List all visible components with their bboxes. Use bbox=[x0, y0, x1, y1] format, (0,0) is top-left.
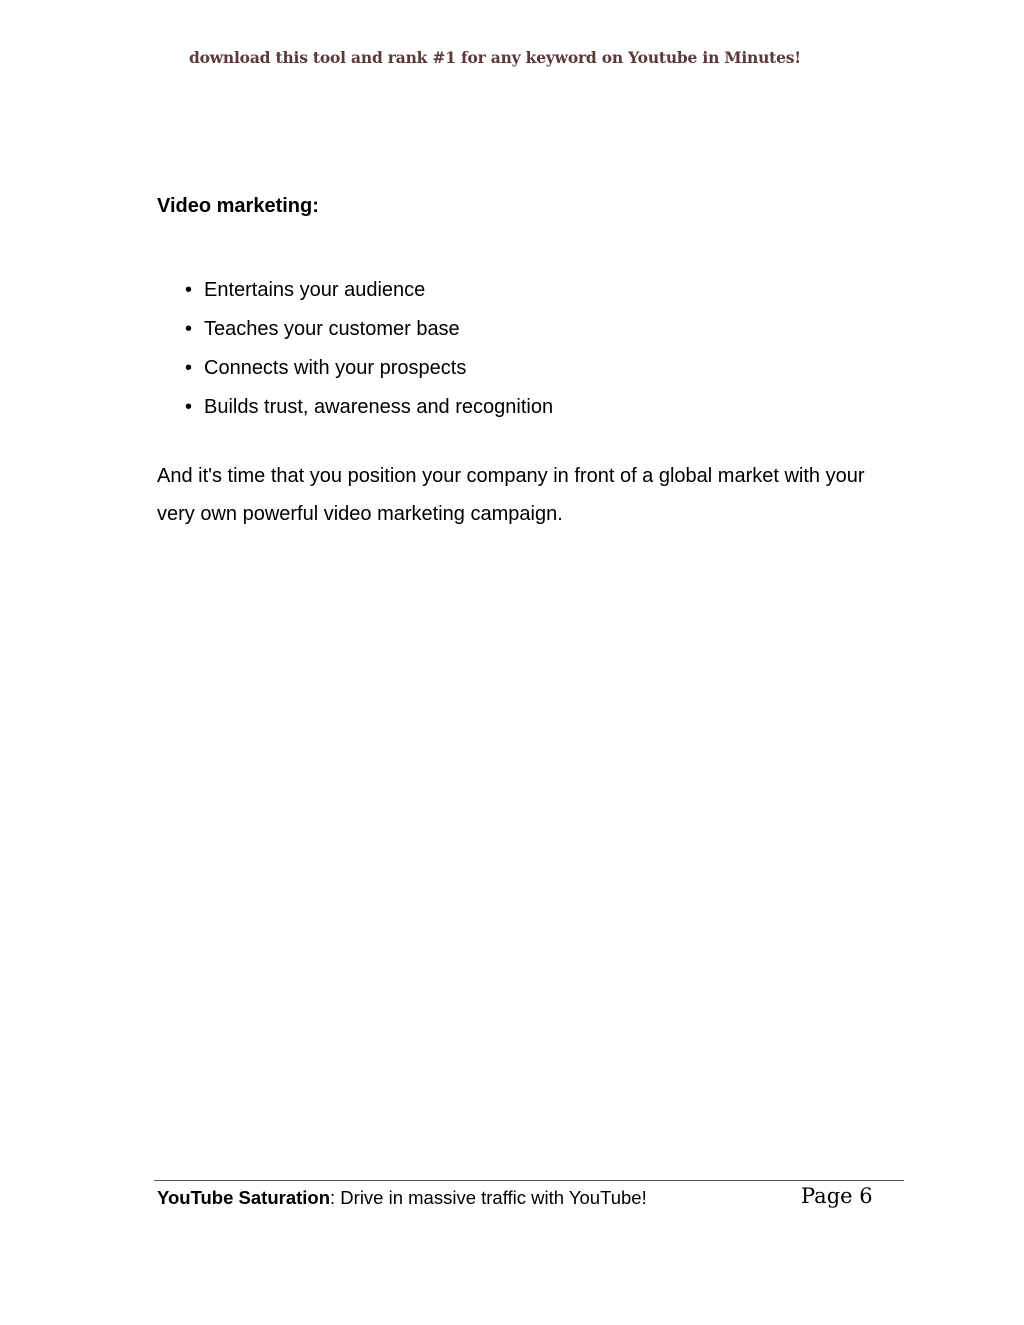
footer-brand: YouTube Saturation bbox=[157, 1187, 331, 1208]
list-item bbox=[185, 271, 553, 310]
list-item-text: Teaches your customer base bbox=[204, 318, 460, 340]
body-paragraph: And it's time that you position your company in front of a global market with your very own powerful video marketing campaign. bbox=[157, 465, 865, 525]
bullet-icon: • bbox=[185, 396, 193, 418]
footer-tagline: : Drive in massive traffic with YouTube! bbox=[330, 1187, 647, 1208]
footer-divider bbox=[154, 1180, 904, 1181]
bullet-icon: • bbox=[185, 357, 193, 379]
bullet-icon: • bbox=[185, 279, 193, 301]
list-item bbox=[185, 349, 553, 388]
footer-title bbox=[157, 1187, 647, 1209]
list-item-text: Entertains your audience bbox=[204, 279, 426, 301]
promo-download-link[interactable]: download this tool and rank #1 for any keyword on Youtube in Minutes! bbox=[189, 48, 801, 67]
list-item bbox=[185, 310, 553, 349]
benefits-list bbox=[185, 271, 553, 427]
bullet-icon: • bbox=[185, 318, 193, 340]
page-number: Page 6 bbox=[801, 1184, 873, 1208]
section-heading: Video marketing: bbox=[157, 195, 319, 217]
list-item bbox=[185, 388, 553, 427]
list-item-text: Connects with your prospects bbox=[204, 357, 467, 379]
list-item-text: Builds trust, awareness and recognition bbox=[204, 396, 554, 418]
